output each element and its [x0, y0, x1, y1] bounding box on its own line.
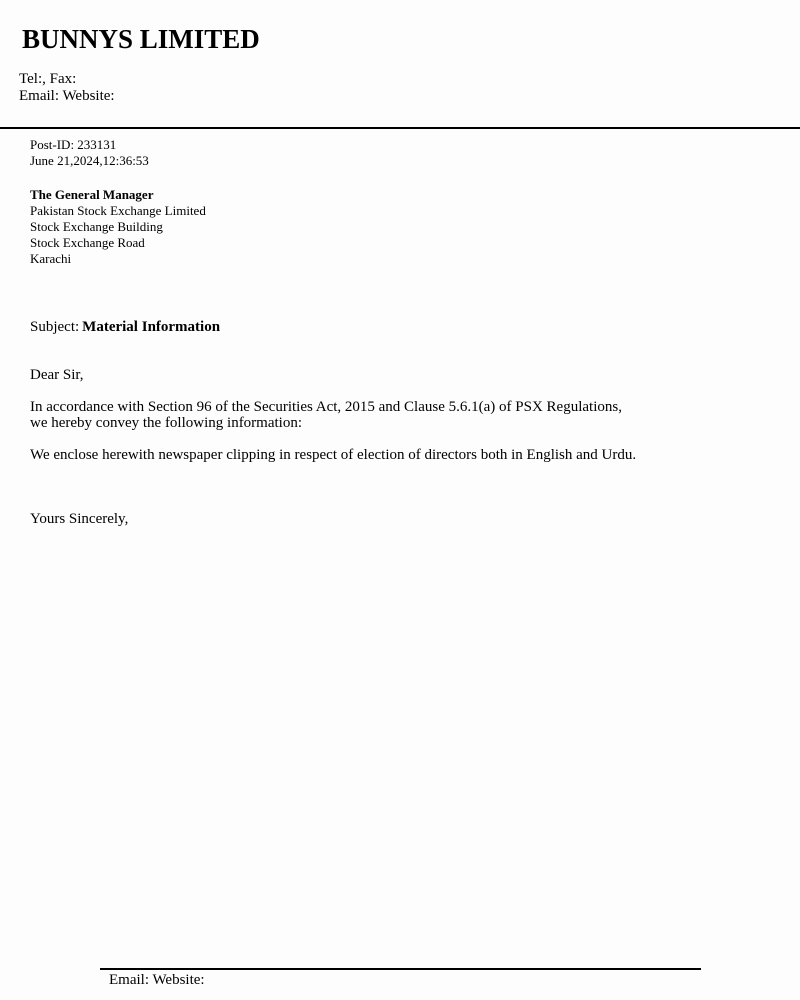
recipient-line: Karachi: [30, 251, 72, 266]
footer-contact: Email: Website:: [109, 972, 205, 988]
subject-line: [30, 319, 220, 335]
post-id: Post-ID: 233131: [30, 137, 117, 152]
closing: Yours Sincerely,: [30, 511, 129, 527]
contact-email-website: Email: Website:: [19, 88, 115, 104]
contact-tel-fax: Tel:, Fax:: [19, 71, 77, 87]
salutation: Dear Sir,: [30, 367, 84, 383]
body-paragraph-2: We enclose herewith newspaper clipping in respect of election of directors both in English and Urdu.: [30, 447, 637, 463]
header-divider: [0, 127, 800, 129]
body-paragraph-1-line-2: we hereby convey the following information:: [30, 415, 303, 431]
recipient-title: The General Manager: [30, 187, 154, 202]
recipient-line: Stock Exchange Building: [30, 219, 163, 234]
subject-value: Material Information: [82, 319, 221, 335]
subject-label: Subject:: [30, 319, 80, 335]
recipient-line: Stock Exchange Road: [30, 235, 145, 250]
footer-divider: [100, 968, 701, 970]
recipient-line: Pakistan Stock Exchange Limited: [30, 203, 206, 218]
company-name: BUNNYS LIMITED: [22, 24, 260, 54]
post-datetime: June 21,2024,12:36:53: [30, 153, 149, 168]
body-paragraph-1-line-1: In accordance with Section 96 of the Securities Act, 2015 and Clause 5.6.1(a) of PSX Regulations,: [30, 399, 622, 415]
